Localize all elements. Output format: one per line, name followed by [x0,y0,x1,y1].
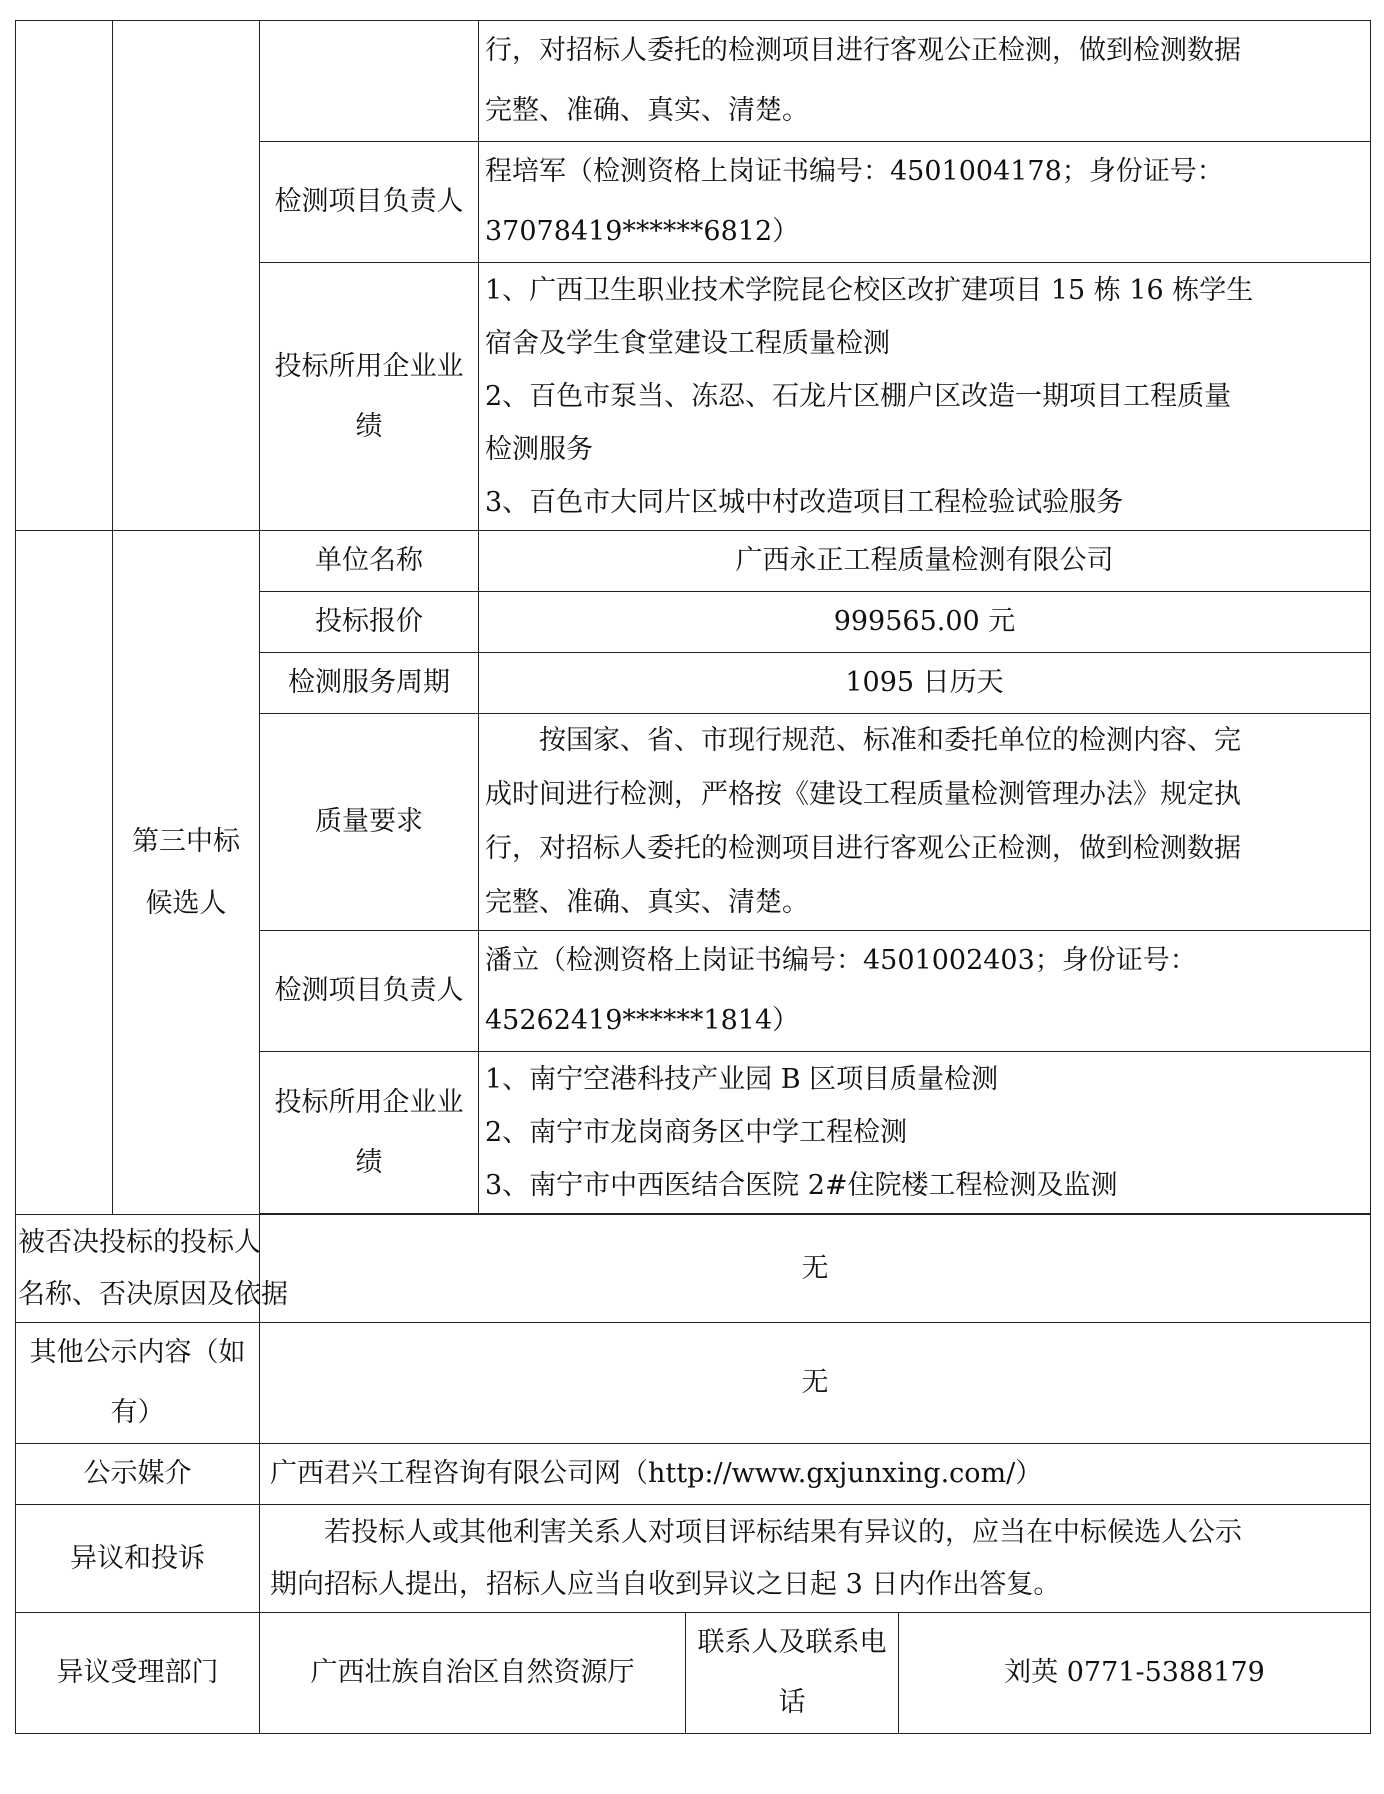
performance-value [479,263,1371,531]
service-period-value: 1095 日历天 [479,653,1371,714]
bid-candidate-table [15,20,1371,1734]
performance-value [479,1052,1371,1214]
performance-line: 检测服务 [485,434,593,465]
group-label-line: 候选人 [145,887,227,919]
objection-value [260,1505,1371,1613]
rejected-bidders-value: 无 [260,1215,1371,1323]
unit-name-label: 单位名称 [260,531,479,592]
performance-line: 1、广西卫生职业技术学院昆仑校区改扩建项目 15 栋 16 栋学生 [485,275,1254,306]
quality-requirement-continued [479,21,1371,142]
performance-line: 3、百色市大同片区城中村改造项目工程检验试验服务 [485,487,1124,518]
group-blank-cell [113,21,260,531]
bid-price-value: 999565.00 元 [479,592,1371,653]
manager-line: 潘立（检测资格上岗证书编号：4501002403；身份证号： [485,945,1197,976]
contact-label: 联系人及联系电话 [686,1613,899,1734]
objection-line: 若投标人或其他利害关系人对项目评标结果有异议的，应当在中标候选人公示 [324,1516,1242,1548]
rejected-label-line: 被否决投标的投标人 [18,1226,261,1258]
quality-line: 完整、准确、真实、清楚。 [485,95,809,126]
performance-line: 1、南宁空港科技产业园 B 区项目质量检测 [485,1064,999,1095]
performance-label: 投标所用企业业绩 [260,1052,479,1214]
manager-label: 检测项目负责人 [260,931,479,1052]
performance-line: 3、南宁市中西医结合医院 2#住院楼工程检测及监测 [485,1170,1118,1201]
objection-dept-value: 广西壮族自治区自然资源厅 [260,1613,686,1734]
manager-line: 45262419******1814） [485,1005,800,1036]
rejected-label-line: 名称、否决原因及依据 [18,1278,288,1310]
quality-line: 成时间进行检测，严格按《建设工程质量检测管理办法》规定执 [485,779,1241,810]
manager-value [479,142,1371,263]
third-candidate-label [113,531,260,1215]
left-blank-cell [16,531,113,1215]
media-value: 广西君兴工程咨询有限公司网（http://www.gxjunxing.com/） [260,1444,1371,1505]
manager-value [479,931,1371,1052]
manager-line: 程培军（检测资格上岗证书编号：4501004178；身份证号： [485,156,1224,187]
performance-line: 宿舍及学生食堂建设工程质量检测 [485,328,890,359]
unit-name-value: 广西永正工程质量检测有限公司 [479,531,1371,592]
performance-line: 2、百色市泵当、冻忍、石龙片区棚户区改造一期项目工程质量 [485,381,1232,412]
bid-price-label: 投标报价 [260,592,479,653]
quality-requirement-label: 质量要求 [260,714,479,931]
media-label: 公示媒介 [16,1444,260,1505]
rejected-bidders-label [16,1215,288,1323]
manager-label: 检测项目负责人 [260,142,479,263]
quality-line: 完整、准确、真实、清楚。 [485,887,809,918]
group-label-line: 第三中标 [132,825,240,857]
objection-label: 异议和投诉 [16,1505,260,1613]
contact-value: 刘英 0771-5388179 [899,1613,1371,1734]
other-content-label: 其他公示内容（如有） [16,1323,260,1444]
label-blank-cell [260,21,479,142]
objection-dept-label: 异议受理部门 [16,1613,260,1734]
other-content-value: 无 [260,1323,1371,1444]
performance-label: 投标所用企业业绩 [260,263,479,531]
quality-requirement-value [479,714,1371,931]
left-blank-cell [16,21,113,531]
quality-line: 按国家、省、市现行规范、标准和委托单位的检测内容、完 [539,725,1241,756]
objection-line: 期向招标人提出，招标人应当自收到异议之日起 3 日内作出答复。 [270,1568,1061,1600]
quality-line: 行，对招标人委托的检测项目进行客观公正检测，做到检测数据 [485,35,1241,66]
manager-line: 37078419******6812） [485,216,800,247]
quality-line: 行，对招标人委托的检测项目进行客观公正检测，做到检测数据 [485,833,1241,864]
service-period-label: 检测服务周期 [260,653,479,714]
performance-line: 2、南宁市龙岗商务区中学工程检测 [485,1117,908,1148]
